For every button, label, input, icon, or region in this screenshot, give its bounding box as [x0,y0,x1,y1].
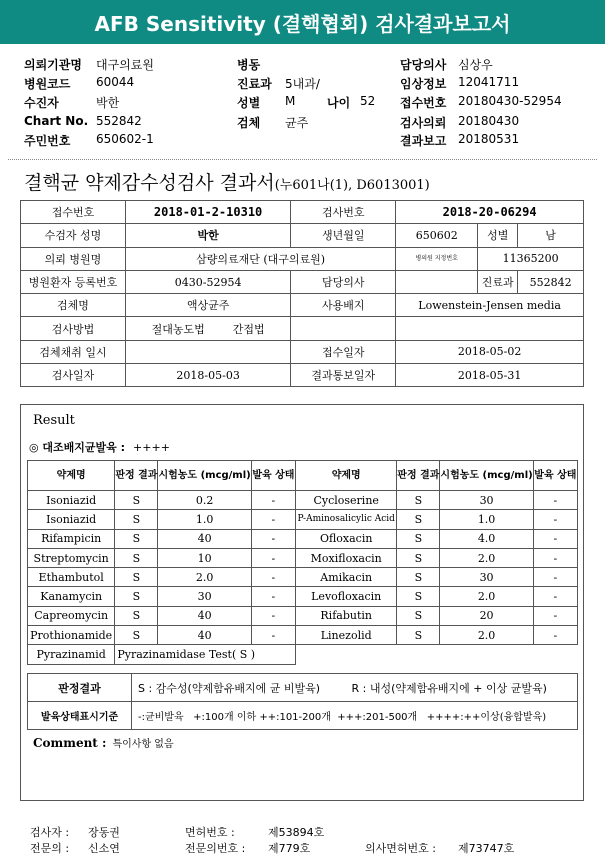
judgement-r: R : 내성(약제함유배지에 + 이상 균발육) [351,681,547,695]
method-value [126,317,291,340]
drug-drug-cell: Kanamycin [28,587,115,606]
drug-drug-cell: Ofloxacin [296,529,397,548]
notified-value: 2018-05-31 [396,364,584,387]
drug-growth-cell: - [251,529,295,548]
patient-label: 수진자 [24,96,59,110]
drug-conc-cell: 10 [158,548,251,567]
drug-drug-cell: Prothionamide [28,626,115,645]
hospital-value: 삼량의료재단 (대구의료원) [126,247,396,270]
tested-label: 검사일자 [21,364,126,387]
header-divider [8,159,597,160]
col-conc-right: 시험농도 (mcg/ml) [440,461,533,491]
judgement-values [132,674,578,702]
drug-growth-cell: - [251,626,295,645]
sex-label: 성별 [478,224,518,247]
pyrazinamide-row [28,645,578,664]
department-label: 진료과 [237,77,272,91]
report-value: 20180531 [458,132,520,146]
info-row [21,364,584,387]
receipt-label: 접수번호 [400,96,447,110]
result-heading: Result [33,413,75,428]
drug-result-cell: S [397,587,440,606]
info-row [21,317,584,340]
method-absolute: 절대농도법 [151,322,205,336]
info-row [21,294,584,317]
receipt-value: 20180430-52954 [458,94,562,108]
notified-label: 결과통보일자 [291,364,396,387]
hospital-label: 의뢰 병원명 [21,247,126,270]
medium-label: 사용배지 [291,294,396,317]
drug-conc-cell: 30 [440,568,533,587]
info-doctor-value [396,270,478,293]
drug-drug-cell: Streptomycin [28,548,115,567]
drug-conc-cell: 20 [440,606,533,625]
clinical-label: 임상정보 [400,77,447,91]
drug-row [28,548,578,567]
hospital-code-value: 60044 [96,75,135,89]
report-title-banner: AFB Sensitivity (결핵협회) 검사결과보고서 [0,0,605,44]
dept-label: 진료과 [478,270,518,293]
pza-value: Pyrazinamidase Test( S ) [115,645,296,664]
reg-no-label: 병원환자 등록번호 [21,270,126,293]
spec-license-label: 전문의번호 : [185,842,246,855]
drug-growth-cell: - [533,529,577,548]
drug-conc-cell: 30 [158,587,251,606]
drug-growth-cell: - [533,606,577,625]
specimen-label: 검체 [237,116,261,130]
drug-row [28,529,578,548]
spec-license-value: 제779호 [268,842,311,855]
drug-growth-cell: - [251,491,295,510]
hospital-code-label: 병원코드 [24,77,71,91]
designated-label: 병의원 지정번호 [396,247,478,270]
age-label: 나이 [327,96,351,110]
age-value: 52 [360,94,376,108]
drug-row [28,626,578,645]
specimen-name-value: 액상균주 [126,294,291,317]
dob-value: 650602 [396,224,478,247]
drug-growth-cell: - [251,548,295,567]
receipt-no-value: 2018-01-2-10310 [126,201,291,224]
info-doctor-label: 담당의사 [291,270,396,293]
method-label: 검사방법 [21,317,126,340]
comment-value: 특이사항 없음 [112,739,174,750]
info-row [21,270,584,293]
drug-drug-cell: Cycloserine [296,491,397,510]
comment-label: Comment : [33,736,107,750]
info-row [21,247,584,270]
empty-cell [291,317,396,340]
drug-conc-cell: 40 [158,529,251,548]
report-label: 결과보고 [400,134,447,148]
receipt-no-label: 접수번호 [21,201,126,224]
method-indirect: 간접법 [232,322,265,336]
chart-no-label: Chart No. [24,114,89,128]
drug-growth-cell: - [251,587,295,606]
drug-conc-cell: 2.0 [440,626,533,645]
received-value: 2018-05-02 [396,340,584,363]
growth-row [28,702,578,730]
drug-row [28,491,578,510]
col-result-right: 판정 결과 [397,461,440,491]
drug-conc-cell: 1.0 [158,510,251,529]
drug-result-cell: S [115,510,158,529]
document-title [24,168,430,195]
collected-label: 검체채취 일시 [21,340,126,363]
resident-no-value: 650602-1 [96,132,154,146]
drug-result-cell: S [115,626,158,645]
request-label: 검사의뢰 [400,116,447,130]
license-value: 제53894호 [268,826,325,839]
drug-table-header [28,461,578,491]
institution-label: 의뢰기관명 [24,58,82,72]
drug-row [28,587,578,606]
pza-label: Pyrazinamid [28,645,115,664]
medium-value: Lowenstein-Jensen media [396,294,584,317]
legend-table [27,673,578,730]
drug-result-cell: S [397,510,440,529]
drug-sensitivity-table [27,460,578,665]
drug-row [28,510,578,529]
drug-growth-cell: - [251,606,295,625]
drug-row [28,606,578,625]
designated-value: 11365200 [478,247,584,270]
drug-result-cell: S [115,587,158,606]
specimen-value: 균주 [285,116,309,130]
drug-growth-cell: - [251,510,295,529]
col-result-left: 판정 결과 [115,461,158,491]
drug-conc-cell: 2.0 [440,587,533,606]
drug-result-cell: S [397,606,440,625]
drug-drug-cell: Linezolid [296,626,397,645]
drug-growth-cell: - [533,491,577,510]
name-label: 수검자 성명 [21,224,126,247]
drug-conc-cell: 2.0 [158,568,251,587]
drug-growth-cell: - [251,568,295,587]
info-row [21,224,584,247]
test-no-label: 검사번호 [291,201,396,224]
growth-label: 발육상태표시기준 [28,702,132,730]
drug-growth-cell: - [533,548,577,567]
institution-value: 대구의료원 [96,58,154,72]
drug-conc-cell: 0.2 [158,491,251,510]
empty-cell [296,645,578,664]
dob-label: 생년월일 [291,224,396,247]
signature-footer [0,818,605,858]
drug-drug-cell: Isoniazid [28,491,115,510]
drug-conc-cell: 40 [158,606,251,625]
drug-growth-cell: - [533,587,577,606]
col-drug-right: 약제명 [296,461,397,491]
drug-conc-cell: 40 [158,626,251,645]
drug-row [28,568,578,587]
doctor-value: 심상우 [458,58,493,72]
drug-drug-cell: P-Aminosalicylic Acid [296,510,397,529]
drug-result-cell: S [115,606,158,625]
drug-conc-cell: 2.0 [440,548,533,567]
document-title-text: 결핵균 약제감수성검사 결과서 [24,172,275,194]
doctor-license-value: 제73747호 [458,842,515,855]
drug-rows [28,491,578,645]
sex-value: 남 [518,224,584,247]
info-row [21,340,584,363]
license-label: 면허번호 : [185,826,235,839]
clinical-value: 12041711 [458,75,520,89]
growth-values: -:균비발육 +:100개 이하 ++:101-200개 +++:201-500개 ++++:++이상(융합발육) [132,702,578,730]
info-row [21,201,584,224]
drug-result-cell: S [397,626,440,645]
drug-drug-cell: Moxifloxacin [296,548,397,567]
drug-growth-cell: - [533,510,577,529]
drug-result-cell: S [397,548,440,567]
department-value: 5내과/ [285,77,320,91]
collected-value [126,340,291,363]
specialist-value: 신소연 [88,842,120,855]
drug-conc-cell: 1.0 [440,510,533,529]
specialist-label: 전문의 : [30,842,70,855]
col-growth-left: 발육 상태 [251,461,295,491]
control-culture [29,439,170,455]
result-section [20,404,584,801]
test-no-value: 2018-20-06294 [396,201,584,224]
drug-result-cell: S [115,491,158,510]
reg-no-value: 0430-52954 [126,270,291,293]
drug-drug-cell: Isoniazid [28,510,115,529]
specimen-name-label: 검체명 [21,294,126,317]
col-growth-right: 발육 상태 [533,461,577,491]
drug-result-cell: S [397,491,440,510]
empty-cell [396,317,584,340]
judgement-row [28,674,578,702]
drug-conc-cell: 4.0 [440,529,533,548]
col-conc-left: 시험농도 (mcg/ml) [158,461,251,491]
drug-result-cell: S [397,529,440,548]
patient-value: 박한 [96,96,120,110]
drug-drug-cell: Amikacin [296,568,397,587]
drug-result-cell: S [397,568,440,587]
tester-label: 검사자 : [30,826,70,839]
col-drug-left: 약제명 [28,461,115,491]
drug-drug-cell: Rifabutin [296,606,397,625]
specimen-info-table [20,200,584,387]
sex-label: 성별 [237,96,261,110]
tested-value: 2018-05-03 [126,364,291,387]
dept-value: 552842 [518,270,584,293]
drug-result-cell: S [115,548,158,567]
drug-conc-cell: 30 [440,491,533,510]
drug-result-cell: S [115,529,158,548]
control-culture-value: ++++ [133,441,170,454]
drug-drug-cell: Capreomycin [28,606,115,625]
judgement-label: 판정결과 [28,674,132,702]
drug-drug-cell: Rifampicin [28,529,115,548]
drug-growth-cell: - [533,568,577,587]
drug-drug-cell: Ethambutol [28,568,115,587]
tester-value: 장동권 [88,826,120,839]
comment [33,735,174,750]
request-value: 20180430 [458,114,520,128]
drug-drug-cell: Levofloxacin [296,587,397,606]
document-subtitle: (누601나(1), D6013001) [274,178,430,193]
doctor-label: 담당의사 [400,58,447,72]
judgement-s: S : 감수성(약제함유배지에 균 비발육) [138,681,321,695]
resident-no-label: 주민번호 [24,134,71,148]
drug-growth-cell: - [533,626,577,645]
ward-label: 병동 [237,58,261,72]
sex-value: M [285,94,296,108]
doctor-license-label: 의사면허번호 : [365,842,436,855]
drug-result-cell: S [115,568,158,587]
received-label: 접수일자 [291,340,396,363]
patient-header [0,52,605,152]
control-culture-label: ◎ 대조배지균발육 : [29,441,126,454]
chart-no-value: 552842 [96,114,142,128]
name-value: 박한 [126,224,291,247]
